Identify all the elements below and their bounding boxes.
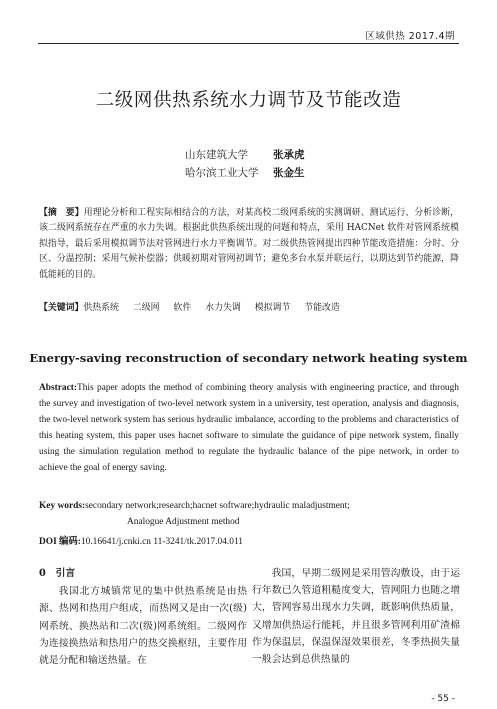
author-org: 哈尔滨工业大学 [185, 167, 259, 179]
abstract-en-text: This paper adopts the method of combining theory analysis with engineering practice, and through the survey and investigation of two-level network system in a university, test operation, analysis and diagnosis, the two-level network system has serious hydraulic imbalance, according to the problems and characteristics of this heating system, this paper uses hacnet software to simulate the guidance of pipe network system, finally using the simulation regulation method to regulate the hydraulic balance of the pipe network, in order to achieve the goal of energy saving. [39, 383, 459, 473]
author-name: 张承虎 [273, 149, 305, 161]
body-column-right [252, 565, 460, 668]
keywords-en-line [39, 498, 459, 514]
body-paragraph: 我国北方城镇常见的集中供热系统是由热源、热网和热用户组成，而热网又是由一次(级)网系统、换热站和二次(级)网系统组。二级网作为连接换热站和热用户的热交换枢纽，主要作用就是分配和输送热量。在 [39, 586, 247, 667]
doi-value: 10.16641/j.cnki.cn 11-3241/tk.2017.04.011 [80, 537, 243, 547]
keywords-cn-label: 【关键词】 [39, 303, 84, 313]
keywords-cn [39, 300, 340, 313]
author-org: 山东建筑大学 [185, 149, 248, 161]
doi-label: DOI 编码: [39, 537, 81, 547]
abstract-cn-label: 【摘 要】 [39, 208, 84, 218]
abstract-cn-text: 用理论分析和工程实际相结合的方法，对某高校二级网系统的实测调研、测试运行、分析诊断，该二级网系统存在严重的水力失调。根据此供热系统出现的问题和特点，采用 HACNet 软件对管网系统模拟指导，最后采用模拟调节法对管网进行水力平衡调节。对二级供热管网提出四种节能改造措施：分时、分区、分温控制；采用气候补偿器；供暖初期对管网初调节；避免多台水泵并联运行，以期达到节约能源，降低能耗的目的。 [39, 208, 459, 280]
keyword-cn: 二级网 [132, 303, 160, 313]
doi-line [39, 533, 243, 547]
keyword-cn: 节能改造 [304, 303, 340, 313]
paper-title-cn: 二级网供热系统水力调节及节能改造 [95, 90, 402, 111]
keyword-cn: 模拟调节 [254, 303, 291, 313]
body-column-left [39, 565, 247, 669]
abstract-cn [39, 206, 459, 283]
author-row [185, 146, 305, 164]
author-block [185, 146, 305, 182]
keywords-en-label: Key words: [39, 501, 86, 511]
keywords-en-continuation: Analogue Adjustment method [127, 517, 240, 527]
keyword-cn: 供热系统 [83, 303, 119, 313]
page-number: - 55 - [431, 694, 455, 704]
journal-header: 区域供热 2017.4期 [365, 31, 455, 42]
keywords-en-text: secondary network;research;hacnet software;hydraulic maladjustment; [85, 501, 350, 511]
body-paragraph: 我国，早期二级网是采用管沟敷设，由于运行年数已久管道粗糙度变大，管网阻力也随之增大，管网容易出现水力失调，既影响供热质量，又增加供热运行能耗，并且很多管网利用矿渣棉作为保温层，保温保湿效果很差，冬季热损失量一般会达到总供热量的 [252, 568, 460, 666]
author-name: 张金生 [273, 167, 305, 179]
header-divider [38, 43, 459, 44]
keyword-cn: 水力失调 [205, 303, 241, 313]
section-heading: 0 引言 [39, 568, 76, 579]
keywords-en [39, 498, 459, 530]
abstract-en [39, 380, 459, 476]
author-row [185, 164, 305, 182]
keyword-cn: 软件 [173, 303, 192, 313]
paper-title-en: Energy-saving reconstruction of secondary network heating system [29, 351, 468, 365]
abstract-en-label: Abstract: [39, 383, 78, 393]
